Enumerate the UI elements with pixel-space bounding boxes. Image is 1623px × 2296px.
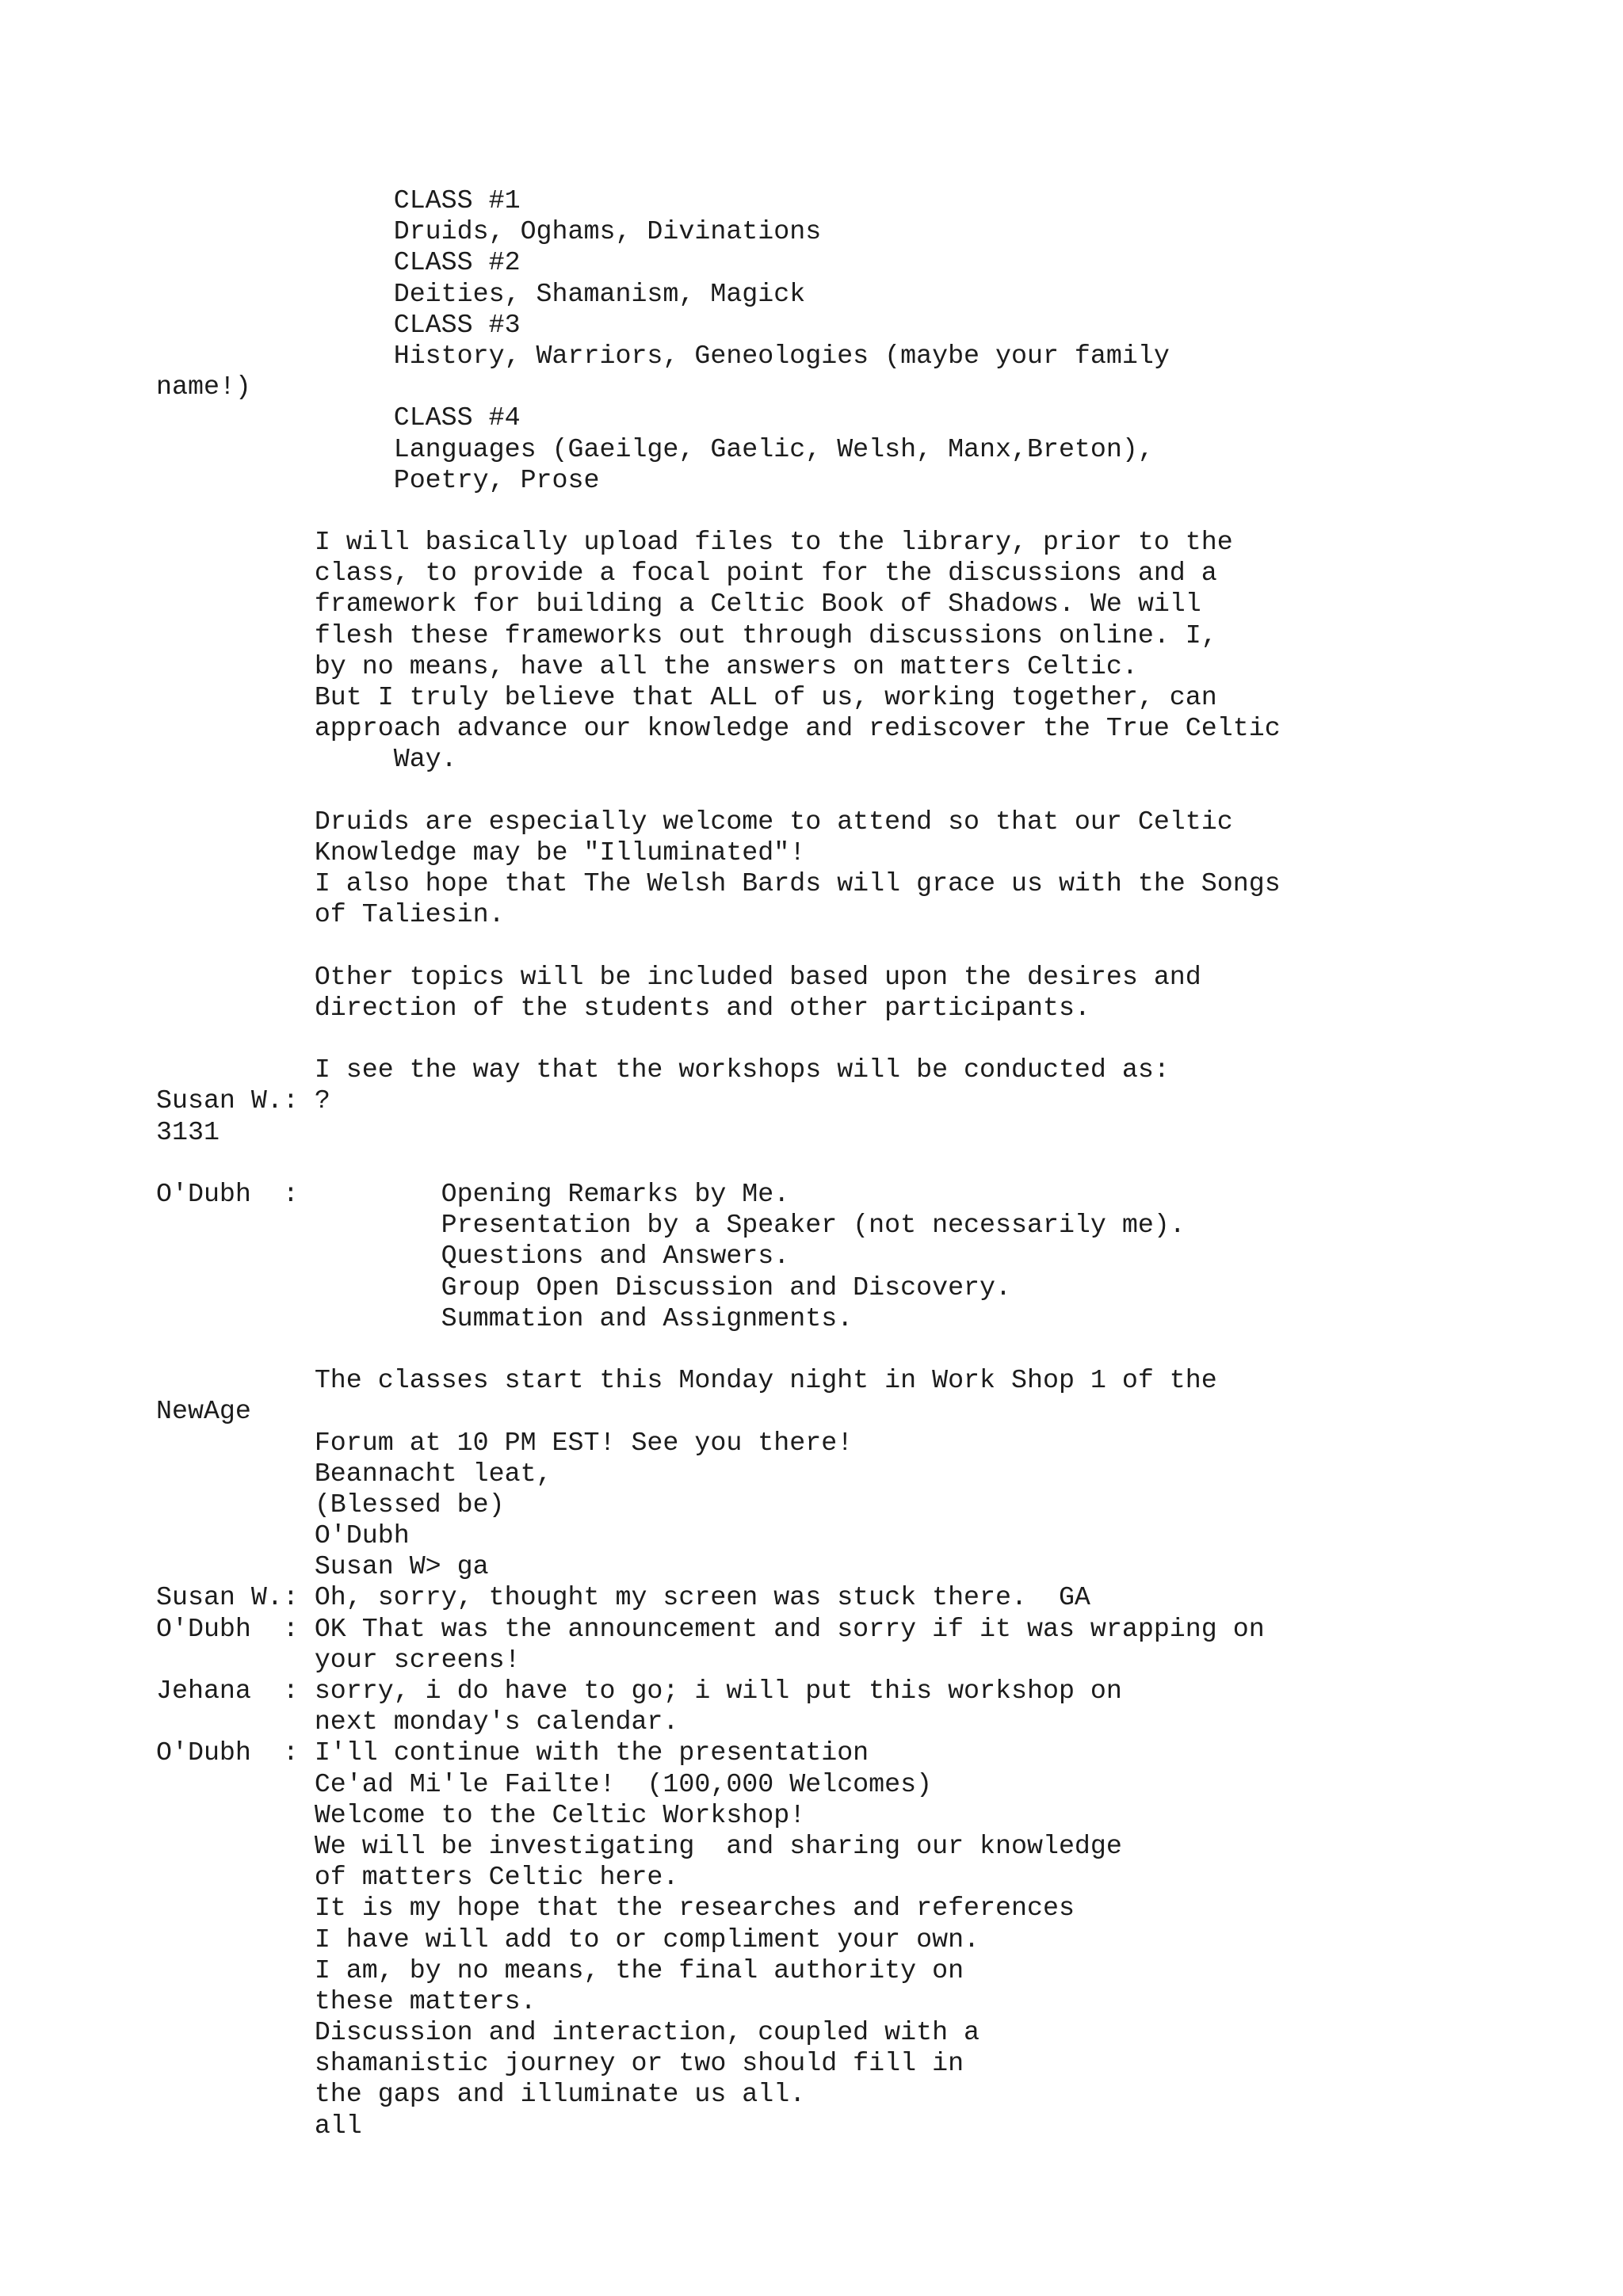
transcript-line: Forum at 10 PM EST! See you there! bbox=[156, 1427, 854, 1458]
transcript-line: Presentation by a Speaker (not necessarily me). bbox=[156, 1210, 1186, 1241]
transcript-line: Other topics will be included based upon the desires and bbox=[156, 961, 1201, 992]
transcript-line: Way. bbox=[156, 744, 457, 775]
transcript-line: by no means, have all the answers on matters Celtic. bbox=[156, 650, 1138, 681]
transcript-line: It is my hope that the researches and references bbox=[156, 1893, 1075, 1924]
transcript-line: next monday's calendar. bbox=[156, 1707, 679, 1737]
transcript-line: O'Dubh : OK That was the announcement and sorry if it was wrapping on bbox=[156, 1613, 1265, 1644]
transcript-line: I see the way that the workshops will be conducted as: bbox=[156, 1055, 1170, 1085]
transcript-line: Susan W> ga bbox=[156, 1551, 489, 1582]
transcript-line: We will be investigating and sharing our knowledge bbox=[156, 1830, 1122, 1861]
transcript-line: all bbox=[156, 2110, 362, 2141]
chat-transcript bbox=[156, 185, 1281, 2142]
transcript-line: CLASS #2 bbox=[156, 247, 521, 278]
transcript-line: framework for building a Celtic Book of Shadows. We will bbox=[156, 589, 1201, 620]
transcript-line: But I truly believe that ALL of us, working together, can bbox=[156, 682, 1217, 712]
transcript-line: these matters. bbox=[156, 1985, 537, 2016]
transcript-line bbox=[156, 1334, 1281, 1365]
transcript-line: Susan W.: Oh, sorry, thought my screen was stuck there. GA bbox=[156, 1582, 1090, 1613]
transcript-line: CLASS #4 bbox=[156, 402, 521, 433]
transcript-line: Poetry, Prose bbox=[156, 464, 600, 495]
transcript-line: Group Open Discussion and Discovery. bbox=[156, 1272, 1011, 1302]
transcript-line: (Blessed be) bbox=[156, 1489, 505, 1520]
transcript-line: Susan W.: ? bbox=[156, 1085, 330, 1116]
transcript-line: Languages (Gaeilge, Gaelic, Welsh, Manx,Breton), bbox=[156, 433, 1154, 464]
transcript-line: Ce'ad Mi'le Failte! (100,000 Welcomes) bbox=[156, 1768, 933, 1799]
transcript-line: Welcome to the Celtic Workshop! bbox=[156, 1799, 806, 1830]
transcript-line bbox=[156, 931, 1281, 962]
transcript-line: NewAge bbox=[156, 1396, 251, 1427]
transcript-line: Druids, Oghams, Divinations bbox=[156, 216, 822, 247]
transcript-line bbox=[156, 1024, 1281, 1055]
transcript-line: CLASS #3 bbox=[156, 309, 521, 340]
transcript-line: Beannacht leat, bbox=[156, 1458, 552, 1489]
transcript-line: Discussion and interaction, coupled with a bbox=[156, 2017, 980, 2048]
transcript-line: Questions and Answers. bbox=[156, 1241, 790, 1272]
transcript-line: class, to provide a focal point for the discussions and a bbox=[156, 558, 1217, 589]
transcript-line: CLASS #1 bbox=[156, 185, 521, 215]
transcript-line: your screens! bbox=[156, 1644, 521, 1675]
transcript-line: Jehana : sorry, i do have to go; i will put this workshop on bbox=[156, 1676, 1122, 1706]
transcript-line bbox=[156, 1148, 1281, 1179]
transcript-line: The classes start this Monday night in Work Shop 1 of the bbox=[156, 1365, 1217, 1396]
transcript-line: O'Dubh bbox=[156, 1520, 410, 1551]
transcript-line: I will basically upload files to the library, prior to the bbox=[156, 527, 1233, 558]
transcript-line: Druids are especially welcome to attend so that our Celtic bbox=[156, 806, 1233, 837]
transcript-line: Knowledge may be "Illuminated"! bbox=[156, 837, 806, 868]
transcript-line: O'Dubh : I'll continue with the presentation bbox=[156, 1737, 869, 1768]
transcript-line: the gaps and illuminate us all. bbox=[156, 2079, 806, 2110]
transcript-line: I have will add to or compliment your own. bbox=[156, 1924, 980, 1955]
transcript-line: O'Dubh : Opening Remarks by Me. bbox=[156, 1179, 790, 1209]
transcript-line: of Taliesin. bbox=[156, 899, 505, 930]
transcript-line: I am, by no means, the final authority on bbox=[156, 1955, 964, 1985]
transcript-line: direction of the students and other participants. bbox=[156, 992, 1090, 1023]
transcript-line bbox=[156, 776, 1281, 807]
transcript-line: shamanistic journey or two should fill in bbox=[156, 2048, 964, 2079]
transcript-line: approach advance our knowledge and rediscover the True Celtic bbox=[156, 713, 1281, 744]
transcript-line: I also hope that The Welsh Bards will grace us with the Songs bbox=[156, 868, 1281, 899]
transcript-line: name!) bbox=[156, 372, 251, 402]
transcript-line: flesh these frameworks out through discussions online. I, bbox=[156, 620, 1217, 650]
transcript-line: Summation and Assignments. bbox=[156, 1302, 854, 1333]
transcript-line bbox=[156, 496, 1281, 527]
transcript-line: History, Warriors, Geneologies (maybe your family bbox=[156, 340, 1170, 371]
transcript-line: 3131 bbox=[156, 1116, 220, 1147]
transcript-line: Deities, Shamanism, Magick bbox=[156, 278, 806, 309]
transcript-line: of matters Celtic here. bbox=[156, 1862, 679, 1893]
